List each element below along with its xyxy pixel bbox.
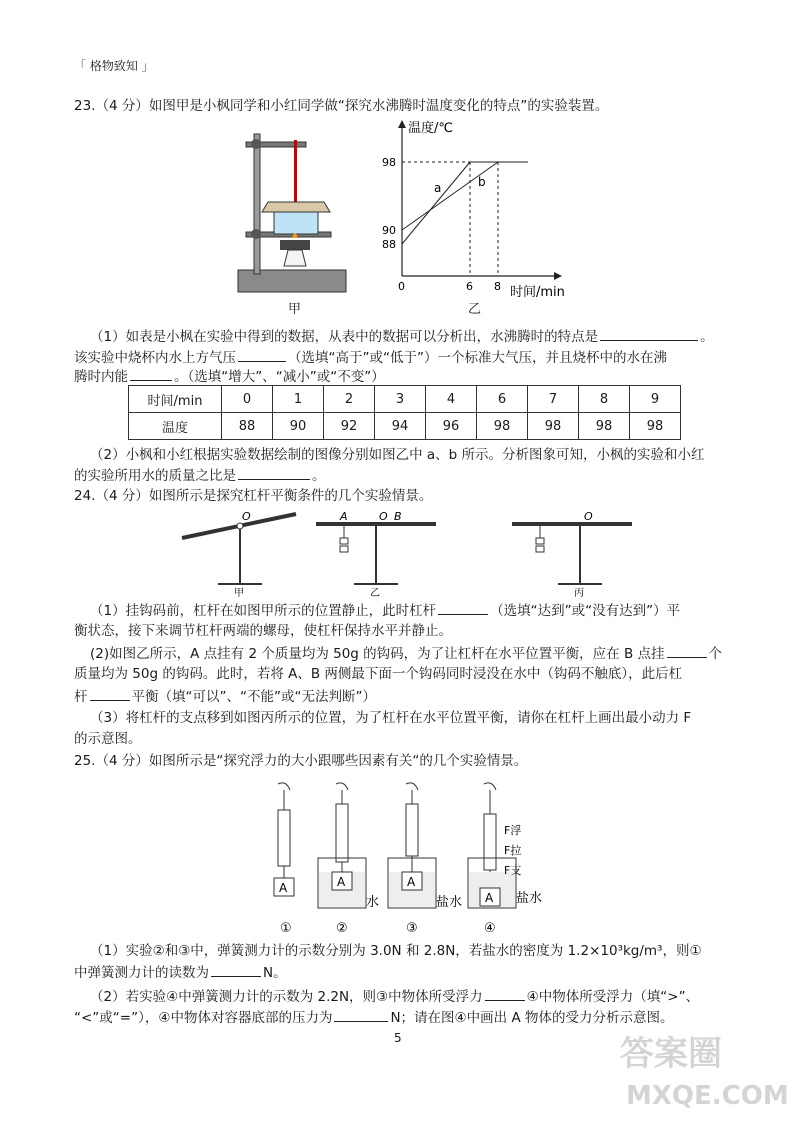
q24-p1a: （1）挂钩码前，杠杆在如图甲所示的位置静止，此时杠杆 （选填“达到”或“没有达到”）平 [90, 600, 680, 621]
table-cell: 3 [375, 386, 426, 413]
table-cell: 6 [477, 386, 528, 413]
graph-y98: 98 [382, 156, 396, 169]
page-number: 5 [394, 1031, 402, 1045]
graph-label-b: b [478, 175, 486, 189]
graph-y90: 90 [382, 224, 396, 237]
q24-p2b: 质量均为 50g 的钩码。此时，若将 A、B 两侧最下面一个钩码同时浸没在水中（钩码不触底），此后杠 [74, 666, 683, 682]
table-cell: 9 [630, 386, 681, 413]
watermark-url: MXQE.COM [626, 1081, 789, 1111]
block2-label: A [337, 875, 346, 889]
fig-yi-caption: 乙 [468, 302, 482, 317]
q25-p2b: “<”或“=”），④中物体对容器底部的压力为 N；请在图④中画出 A 物体的受力分析示意图。 [74, 1007, 673, 1028]
table-cell: 94 [375, 413, 426, 440]
graph-x0: 0 [398, 280, 405, 293]
q25-p1a: （1）实验②和③中，弹簧测力计的示数分别为 3.0N 和 2.8N，若盐水的密度为 1.2×10³kg/m³，则① [90, 943, 702, 959]
table-cell: 4 [426, 386, 477, 413]
graph-ylabel: 温度/℃ [408, 121, 453, 136]
boiling-data-table [128, 385, 681, 440]
q23-p1c: 腾时内能 。（选填“增大”、“减小”或“不变”） [74, 366, 385, 387]
graph-x6: 6 [466, 280, 473, 293]
table-row-temp [129, 413, 681, 440]
table-cell: 2 [324, 386, 375, 413]
q25-p1b: 中弹簧测力计的读数为 N。 [74, 962, 287, 983]
lever3-o-label: O [584, 510, 593, 523]
q23-p1b: 该实验中烧杯内水上方气压 （选填“高于”或“低于”）一个标准大气压，并且烧杯中的水在沸 [74, 347, 667, 368]
q24-stem: 24.（4 分）如图所示是探究杠杆平衡条件的几个实验情景。 [74, 488, 433, 504]
block4-label: A [485, 891, 494, 905]
graph-xlabel: 时间/min [510, 285, 565, 300]
table-cell: 98 [477, 413, 528, 440]
lever2-caption: 乙 [370, 588, 380, 599]
fig3-num: ③ [406, 921, 418, 936]
lever1-o-label: O [242, 510, 251, 523]
table-cell: 1 [273, 386, 324, 413]
lever2-b-label: B [394, 510, 402, 523]
force-fu-label: F浮 [504, 824, 522, 837]
force-zhi-label: F支 [504, 864, 522, 877]
fig1-num: ① [280, 921, 292, 936]
q24-p3a: （3）将杠杆的支点移到如图丙所示的位置，为了杠杆在水平位置平衡，请你在杠杆上画出最小动力 F [90, 710, 692, 726]
fig4-num: ④ [484, 921, 496, 936]
salt-label: 盐水 [436, 895, 463, 910]
table-cell: 98 [630, 413, 681, 440]
table-cell: 98 [528, 413, 579, 440]
header-mark: 「 格物致知 」 [74, 59, 154, 73]
q25-stem: 25.（4 分）如图所示是“探究浮力的大小跟哪些因素有关“的几个实验情景。 [74, 753, 528, 769]
lever-figures [176, 508, 636, 600]
fig2-num: ② [336, 921, 348, 936]
lever1-caption: 甲 [234, 588, 244, 599]
table-cell: 7 [528, 386, 579, 413]
fig-jia-caption: 甲 [288, 302, 302, 317]
table-cell: 98 [579, 413, 630, 440]
graph-label-a: a [434, 181, 442, 195]
q23-p1a: （1）如表是小枫在实验中得到的数据，从表中的数据可以分析出，水沸腾时的特点是 。 [90, 326, 714, 347]
block3-label: A [407, 875, 416, 889]
table-cell: 96 [426, 413, 477, 440]
block1-label: A [279, 881, 288, 895]
q24-p2c: 杆 平衡（填“可以”、“不能”或“无法判断”） [74, 686, 376, 707]
temperature-time-graph [378, 116, 578, 304]
force-la-label: F拉 [504, 844, 522, 857]
q23-p2a: （2）小枫和小红根据实验数据绘制的图像分别如图乙中 a、b 所示。分析图象可知，小枫的实验和小红 [90, 447, 705, 463]
q24-p1b: 衡状态，接下来调节杠杆两端的螺母，使杠杆保持水平并静止。 [74, 623, 452, 639]
q25-p2a: （2）若实验④中弹簧测力计的示数为 2.2N，则③中物体所受浮力 ④中物体所受浮力（填“>”、 [90, 986, 699, 1007]
watermark-logo: 答案圈 [620, 1034, 722, 1074]
graph-y88: 88 [382, 238, 396, 251]
buoyancy-figures [258, 780, 558, 940]
table-header-temp: 温度 [129, 413, 222, 440]
water-label: 水 [366, 895, 380, 910]
q23-stem: 23.（4 分）如图甲是小枫同学和小红同学做“探究水沸腾时温度变化的特点”的实验装置。 [74, 98, 609, 114]
boiling-apparatus-figure [232, 120, 352, 300]
graph-x8: 8 [494, 280, 501, 293]
table-cell: 8 [579, 386, 630, 413]
table-cell: 92 [324, 413, 375, 440]
q23-p2b: 的实验所用水的质量之比是 。 [74, 465, 326, 486]
table-cell: 88 [222, 413, 273, 440]
salt-label-2: 盐水 [516, 891, 543, 906]
table-row-time [129, 386, 681, 413]
lever3-caption: 丙 [574, 588, 584, 599]
table-cell: 0 [222, 386, 273, 413]
q24-p3b: 的示意图。 [74, 731, 142, 747]
lever2-a-label: A [340, 510, 348, 523]
q24-p2a: (2)如图乙所示，A 点挂有 2 个质量均为 50g 的钩码，为了让杠杆在水平位置平衡，应在 B 点挂 个 [90, 643, 722, 664]
lever2-o-label: O [379, 510, 388, 523]
table-cell: 90 [273, 413, 324, 440]
table-header-time: 时间/min [129, 386, 222, 413]
